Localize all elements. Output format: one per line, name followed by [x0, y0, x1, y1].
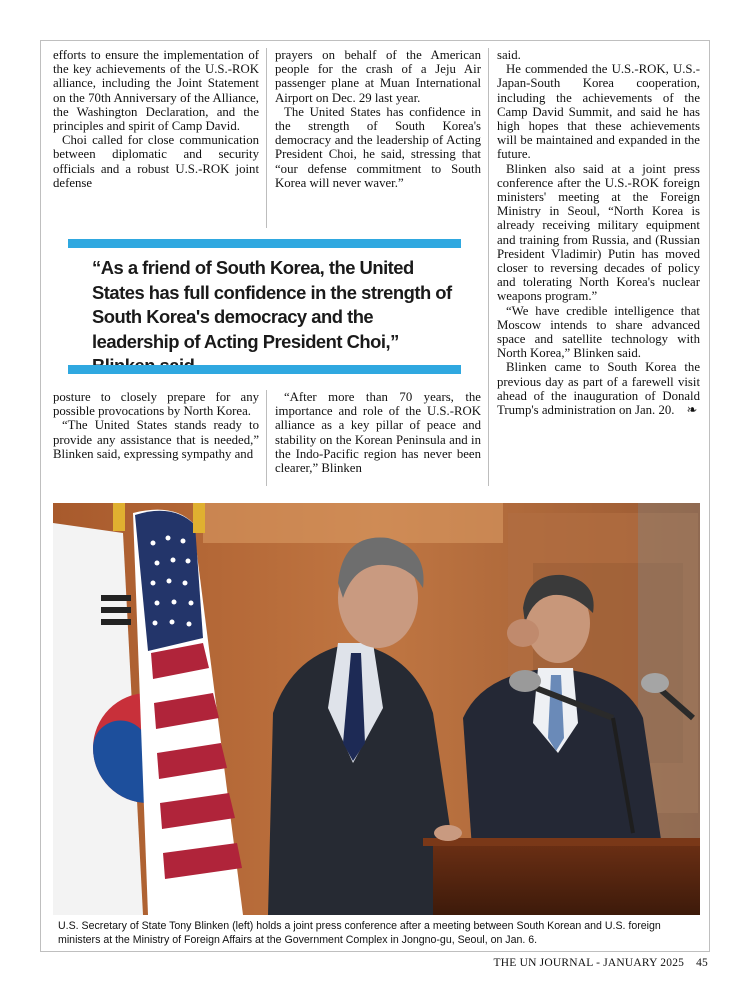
- paragraph: [497, 360, 700, 417]
- paragraph-text: Blinken came to South Korea the previous day as part of a farewell visit ahead of the inauguration of Donald Trump's administration on Jan. 20.: [497, 360, 700, 418]
- article-column-2-bottom: [275, 390, 481, 475]
- end-mark-icon: ❧: [686, 403, 698, 418]
- column-rule: [266, 48, 267, 228]
- article-column-2-top: [275, 48, 481, 190]
- paragraph: “We have credible intelligence that Moscow intends to share advanced space and satellite technology with North Korea,” Blinken said.: [497, 303, 700, 361]
- paragraph: “After more than 70 years, the importance and role of the U.S.-ROK alliance as a key pillar of peace and stability on the Korean Peninsula and in the Indo-Pacific region has never been clearer,” Blinken: [275, 390, 481, 476]
- pull-quote: “As a friend of South Korea, the United States has full confidence in the strength of South Korea's democracy and the leadership of Acting President Choi,”: [92, 257, 452, 352]
- column-rule: [266, 390, 267, 486]
- photo-illustration: [53, 503, 700, 915]
- publication-name: THE UN JOURNAL - JANUARY 2025: [493, 957, 685, 969]
- article-column-1-bottom: [53, 390, 259, 461]
- page-footer: [494, 957, 708, 969]
- paragraph: efforts to ensure the implementation of the key achievements of the U.S.-ROK alliance, including the Joint Statement on the 70th Anniversary of the Alliance, the Washington Declaration, and the principles and spirit of Camp David.: [53, 48, 259, 134]
- paragraph: He commended the U.S.-ROK, U.S.-Japan-South Korea cooperation, including the achievements of the Camp David Summit, and said he has high hopes that these achievements will be maintained and expanded in the future.: [497, 62, 700, 162]
- paragraph: said.: [497, 48, 521, 62]
- column-rule: [488, 48, 489, 486]
- photo-caption: U.S. Secretary of State Tony Blinken (left) holds a joint press conference after a meeting between South Korean and U.S. foreign ministers at the Ministry of Foreign Affairs at the Government Complex in Jongno-gu, Seoul, on Jan. 6.: [58, 920, 661, 946]
- paragraph: “The United States stands ready to provide any assistance that is needed,” Blinken said, expressing sympathy and: [53, 418, 259, 461]
- page-number: 45: [696, 957, 708, 969]
- press-conference-photo: [53, 503, 700, 915]
- article-column-3: [497, 48, 700, 417]
- paragraph: Choi called for close communication between diplomatic and security officials and a robust U.S.-ROK joint defense: [53, 133, 259, 190]
- paragraph: Blinken also said at a joint press conference after the U.S.-ROK foreign ministers' meeting at the Foreign Ministry in Seoul, “North Korea is already receiving military equipment and training from Russia, and (Russian President Vladimir) Putin has moved closer to reversing decades of policy and tolerating North Korea's nuclear weapons program.”: [497, 161, 700, 304]
- paragraph: The United States has confidence in the strength of South Korea's democracy and the leadership of Acting President Choi, he said, stressing that “our defense commitment to South Korea will never waver.”: [275, 104, 481, 190]
- article-column-1-top: [53, 48, 259, 190]
- pull-quote-bottom-bar: [68, 365, 461, 374]
- paragraph: prayers on behalf of the American people for the crash of a Jeju Air passenger plane at Muan International Airport on Dec. 29 last year.: [275, 48, 481, 105]
- paragraph: posture to closely prepare for any possible provocations by North Korea.: [53, 390, 259, 419]
- pull-quote-top-bar: [68, 239, 461, 248]
